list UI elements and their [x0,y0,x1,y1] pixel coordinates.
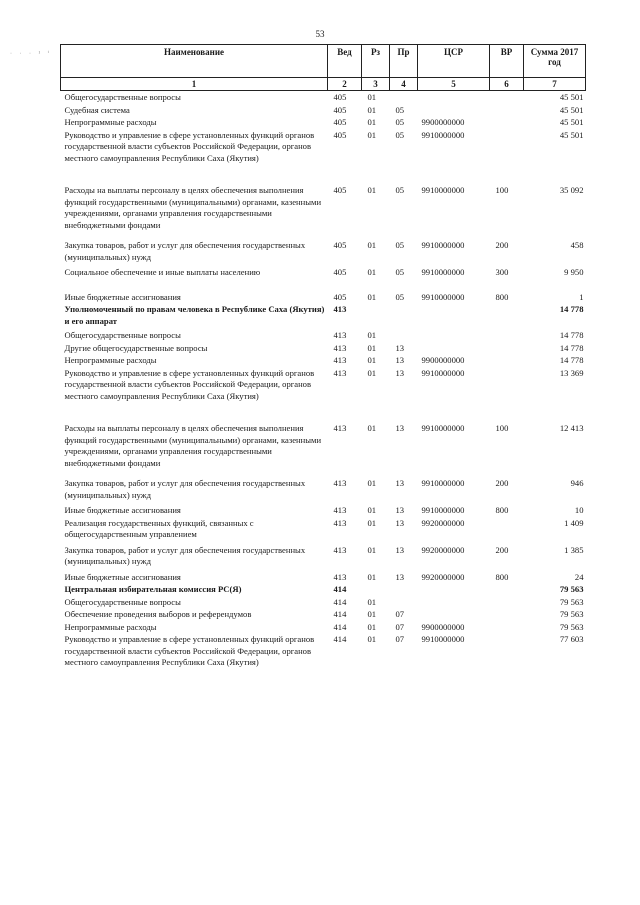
cell-name: Иные бюджетные ассигнования [64,505,181,515]
cell-rz: 01 [367,505,377,515]
cell-pr: 13 [395,505,405,515]
cell-pr: 13 [395,571,405,582]
header-number: 3 [362,78,390,91]
cell-ved: 413 [333,505,347,515]
cell-csr [418,91,490,104]
scan-margin-mark: · · · ¹ ⁱ [10,51,52,57]
table-row [61,517,586,544]
cell-vr [490,608,524,621]
header-number: 6 [490,78,524,91]
header-vr: ВР [490,45,524,78]
cell-ved: 413 [333,544,347,555]
cell-name: Судебная система [64,104,130,115]
cell-vr [490,596,524,609]
cell-sum: 1 409 [564,517,584,528]
cell-pr [390,303,418,329]
cell-sum: 45 501 [559,104,584,115]
cell-name: Расходы на выплаты персоналу в целях обеспечения выполнения функций государственными (муниципальными) органами, казенными учреждениями, органами управления государственными внебюджетными фондами [64,423,322,468]
cell-rz: 01 [367,609,377,619]
cell-sum: 77 603 [559,634,584,644]
header-rz: Рз [362,45,390,78]
header-number: 5 [418,78,490,91]
cell-name: Руководство и управление в сфере установленных функций органов государственной власти субъектов Российской Федерации, органов местного самоуправления Республики Саха (Якутия) [64,129,315,163]
cell-vr: 100 [495,423,509,433]
cell-name: Закупка товаров, работ и услуг для обеспечения государственных (муниципальных) нужд [64,478,306,500]
cell-csr: 9910000000 [421,423,465,433]
header-number: 2 [328,78,362,91]
cell-rz: 01 [367,129,377,140]
cell-sum: 946 [570,478,584,488]
cell-rz: 01 [367,117,377,127]
cell-rz: 01 [367,621,377,632]
table-row [61,608,586,621]
cell-csr: 9900000000 [421,117,465,127]
cell-vr [490,517,524,544]
cell-rz: 01 [367,478,377,488]
cell-ved: 413 [333,304,347,314]
table-row [61,116,586,129]
table-row [61,129,586,185]
cell-pr: 13 [395,478,405,488]
cell-pr [390,583,418,596]
cell-rz [362,303,390,329]
table-row [61,544,586,571]
cell-name: Руководство и управление в сфере установленных функций органов государственной власти субъектов Российской Федерации, органов местного самоуправления Республики Саха (Якутия) [64,634,315,667]
cell-rz: 01 [367,596,377,607]
cell-name: Иные бюджетные ассигнования [64,291,181,302]
cell-sum: 79 563 [559,621,584,632]
cell-csr: 9920000000 [421,544,465,555]
cell-rz: 01 [367,92,377,102]
cell-name: Обеспечение проведения выборов и референдумов [64,609,252,619]
cell-pr: 05 [395,129,405,140]
cell-vr: 200 [495,478,509,488]
cell-rz: 01 [367,342,377,353]
header-pr: Пр [390,45,418,78]
cell-vr [490,583,524,596]
cell-rz: 01 [367,104,377,115]
cell-sum: 45 501 [559,117,584,127]
cell-csr: 9910000000 [421,185,465,195]
header-csr: ЦСР [418,45,490,78]
cell-sum: 45 501 [559,129,584,140]
cell-rz: 01 [367,634,377,644]
header-number: 4 [390,78,418,91]
cell-name: Иные бюджетные ассигнования [64,571,181,582]
table-row [61,422,586,477]
cell-name: Непрограммные расходы [64,355,157,365]
cell-name: Реализация государственных функций, связанных с общегосударственным управлением [64,517,254,539]
cell-pr: 07 [395,634,405,644]
cell-csr [418,596,490,609]
cell-pr: 05 [395,104,405,115]
cell-ved: 405 [333,267,347,277]
cell-ved: 413 [333,478,347,488]
cell-vr [490,303,524,329]
cell-vr [490,633,524,669]
cell-sum: 9 950 [564,267,584,277]
cell-ved: 413 [333,330,347,340]
table-row [61,91,586,104]
cell-ved: 414 [333,584,347,594]
cell-name: Центральная избирательная комиссия РС(Я) [64,584,242,594]
cell-rz [362,583,390,596]
cell-ved: 413 [333,355,347,365]
header-sum: Сумма 2017 год [524,45,586,78]
budget-table [60,44,586,669]
cell-sum: 24 [574,571,584,582]
cell-sum: 79 563 [559,609,584,619]
cell-csr [418,104,490,117]
cell-csr: 9910000000 [421,478,465,488]
cell-ved: 414 [333,621,347,632]
cell-csr: 9920000000 [421,571,465,582]
table-section-row [61,303,586,329]
cell-pr: 05 [395,117,405,127]
table-row [61,596,586,609]
cell-csr: 9910000000 [421,267,465,277]
cell-vr [490,129,524,185]
budget-table-container [60,44,585,669]
cell-ved: 414 [333,634,347,644]
header-number: 7 [524,78,586,91]
cell-rz: 01 [367,330,377,340]
cell-csr: 9910000000 [421,240,465,250]
cell-rz: 01 [367,185,377,195]
cell-csr: 9910000000 [421,505,465,515]
table-row [61,239,586,266]
cell-name: Социальное обеспечение и иные выплаты населению [64,267,261,277]
cell-vr [490,104,524,117]
cell-vr [490,116,524,129]
table-row [61,104,586,117]
cell-vr: 200 [495,544,509,555]
cell-vr [490,367,524,423]
cell-pr: 05 [395,240,405,250]
cell-ved: 405 [333,129,347,140]
cell-sum: 35 092 [559,185,584,195]
cell-csr: 9900000000 [421,355,465,365]
cell-name: Общегосударственные вопросы [64,92,181,102]
cell-csr [418,342,490,355]
cell-pr: 05 [395,267,405,277]
table-row [61,633,586,669]
cell-rz: 01 [367,571,377,582]
cell-vr: 800 [495,291,509,302]
cell-pr: 13 [395,355,405,365]
cell-csr: 9910000000 [421,367,465,378]
cell-vr [490,354,524,367]
table-section-row [61,583,586,596]
cell-rz: 01 [367,423,377,433]
cell-csr [418,608,490,621]
cell-sum: 12 413 [559,423,584,433]
cell-vr: 800 [495,505,509,515]
cell-sum: 14 778 [559,330,584,340]
cell-pr [390,91,418,104]
cell-sum: 45 501 [559,92,584,102]
header-number: 1 [61,78,328,91]
cell-ved: 413 [333,423,347,433]
table-row [61,184,586,239]
cell-name: Непрограммные расходы [64,117,157,127]
cell-ved: 405 [333,104,347,115]
table-body [61,91,586,669]
table-row [61,329,586,342]
cell-pr [390,596,418,609]
cell-ved: 413 [333,342,347,353]
cell-pr: 05 [395,185,405,195]
cell-vr [490,91,524,104]
cell-sum: 14 778 [559,304,584,314]
cell-csr [418,583,490,596]
cell-pr: 13 [395,517,405,528]
cell-name: Общегосударственные вопросы [64,596,181,607]
cell-rz: 01 [367,291,377,302]
cell-name: Общегосударственные вопросы [64,330,181,340]
cell-name: Закупка товаров, работ и услуг для обеспечения государственных (муниципальных) нужд [64,544,306,566]
cell-sum: 1 [579,291,584,302]
cell-pr: 07 [395,621,405,632]
cell-sum: 13 369 [559,367,584,378]
cell-pr [390,329,418,342]
table-row [61,571,586,584]
cell-rz: 01 [367,267,377,277]
cell-ved: 414 [333,609,347,619]
cell-vr [490,342,524,355]
cell-name: Закупка товаров, работ и услуг для обеспечения государственных (муниципальных) нужд [64,240,306,262]
cell-pr: 13 [395,544,405,555]
table-row [61,354,586,367]
cell-ved: 405 [333,185,347,195]
cell-ved: 413 [333,517,347,528]
cell-name: Расходы на выплаты персоналу в целях обеспечения выполнения функций государственными (муниципальными) органами, казенными учреждениями, органами управления государственными внебюджетными фондами [64,185,322,230]
cell-vr: 200 [495,240,509,250]
table-row [61,621,586,634]
cell-rz: 01 [367,517,377,528]
cell-ved: 413 [333,571,347,582]
header-ved: Вед [328,45,362,78]
cell-pr: 07 [395,609,405,619]
cell-csr: 9910000000 [421,129,465,140]
cell-ved: 405 [333,291,347,302]
cell-name: Уполномоченный по правам человека в Республике Саха (Якутия) и его аппарат [64,304,325,326]
cell-sum: 1 385 [564,544,584,555]
cell-csr: 9900000000 [421,621,465,632]
cell-csr [418,329,490,342]
cell-pr: 05 [395,291,405,302]
cell-sum: 79 563 [559,596,584,607]
cell-rz: 01 [367,544,377,555]
cell-csr [418,303,490,329]
cell-ved: 414 [333,596,347,607]
cell-pr: 13 [395,367,405,378]
cell-vr: 300 [495,267,509,277]
table-row [61,477,586,504]
cell-ved: 413 [333,367,347,378]
cell-csr: 9920000000 [421,517,465,528]
cell-vr [490,621,524,634]
cell-ved: 405 [333,240,347,250]
cell-rz: 01 [367,355,377,365]
table-row [61,367,586,423]
header-name: Наименование [61,45,328,78]
cell-rz: 01 [367,367,377,378]
header-row [61,45,586,78]
cell-csr: 9910000000 [421,291,465,302]
cell-sum: 14 778 [559,342,584,353]
cell-sum: 458 [570,240,584,250]
cell-ved: 405 [333,92,347,102]
cell-rz: 01 [367,240,377,250]
cell-vr: 800 [495,571,509,582]
cell-sum: 79 563 [559,584,584,594]
cell-sum: 14 778 [559,355,584,365]
cell-vr: 100 [495,185,509,195]
table-row [61,266,586,291]
cell-pr: 13 [395,342,405,353]
cell-csr: 9910000000 [421,634,465,644]
page-number: 53 [315,29,325,39]
table-row [61,291,586,304]
table-row [61,342,586,355]
cell-name: Руководство и управление в сфере установленных функций органов государственной власти субъектов Российской Федерации, органов местного самоуправления Республики Саха (Якутия) [64,367,315,401]
table-header [61,45,586,91]
cell-ved: 405 [333,117,347,127]
header-number-row [61,78,586,91]
cell-name: Другие общегосударственные вопросы [64,342,208,353]
cell-pr: 13 [395,423,405,433]
cell-sum: 10 [574,505,584,515]
cell-vr [490,329,524,342]
cell-name: Непрограммные расходы [64,621,157,632]
table-row [61,504,586,517]
